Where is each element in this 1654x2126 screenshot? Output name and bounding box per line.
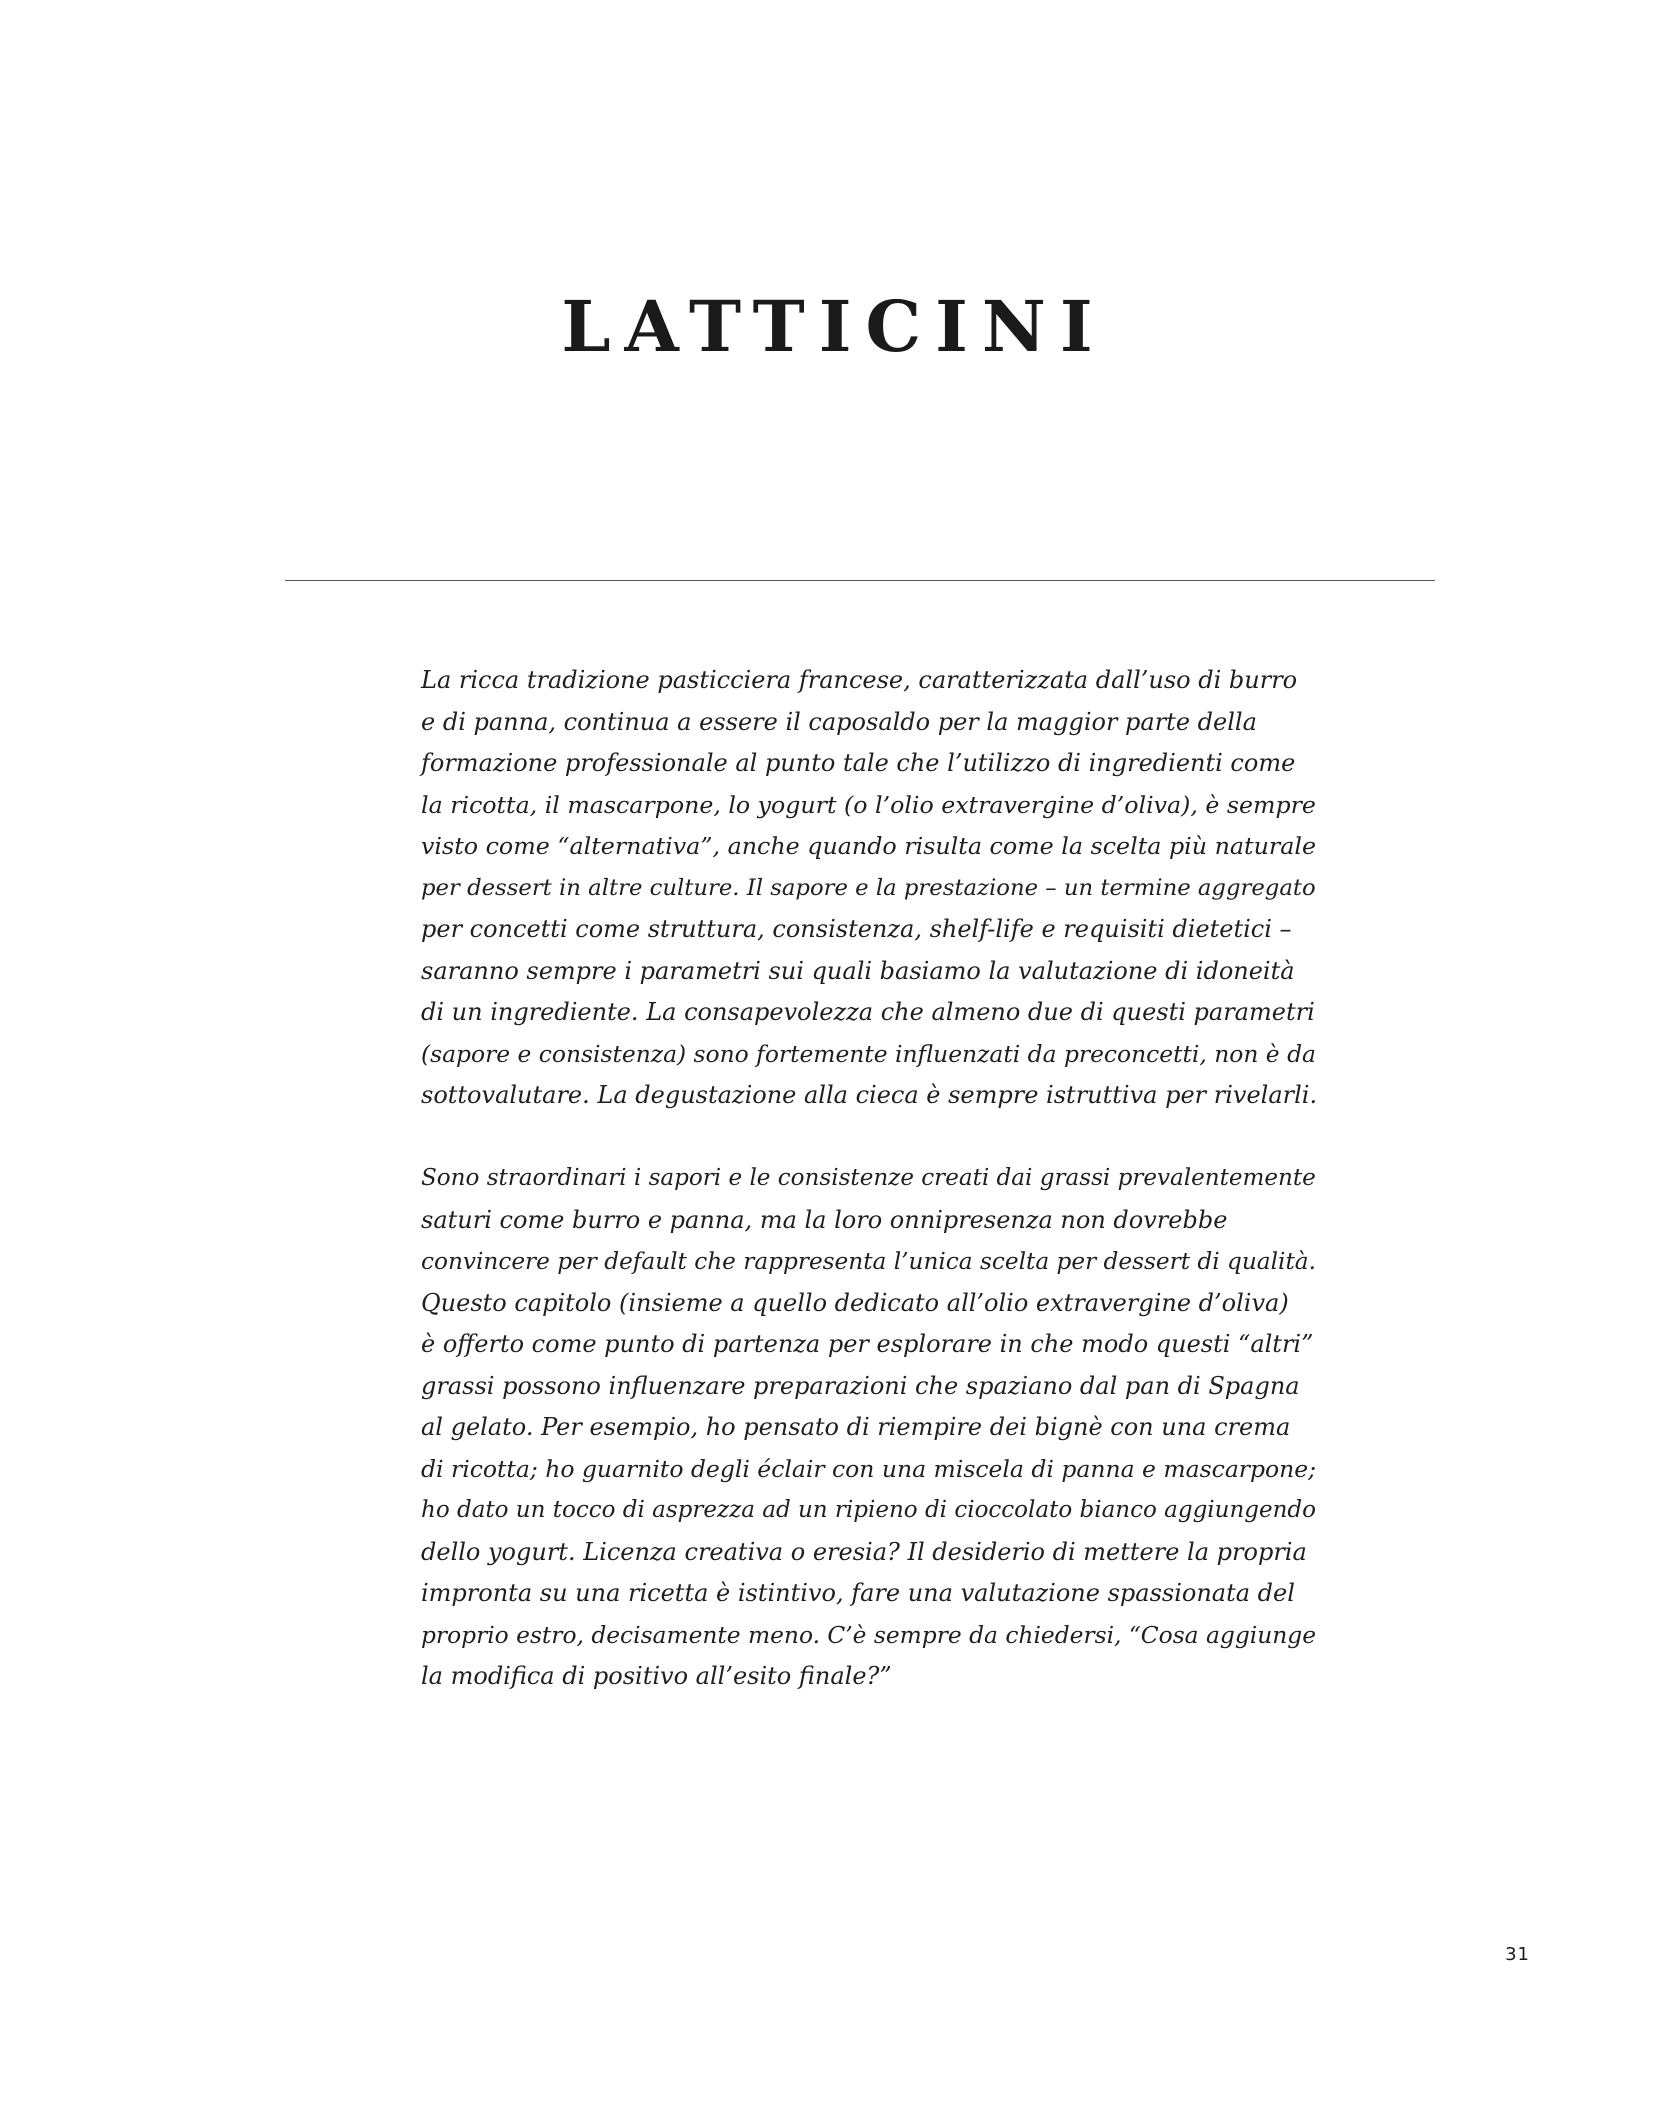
text-line: formazione professionale al punto tale che l’utilizzo di ingredienti come: [421, 749, 1296, 777]
chapter-title: LATTICINI: [561, 285, 1107, 368]
text-line: saranno sempre i parametri sui quali basiamo la valutazione di idoneità: [421, 956, 1295, 985]
text-line: La ricca tradizione pasticciera francese, caratterizzata dall’uso di burro: [421, 666, 1298, 694]
paragraph-second: [421, 1158, 1321, 1698]
text-line: Questo capitolo (insieme a quello dedicato all’olio extravergine d’oliva): [421, 1288, 1289, 1317]
text-line: e di panna, continua a essere il caposaldo per la maggior parte della: [421, 707, 1257, 736]
page-number: 31: [1505, 1944, 1530, 1965]
divider-rule: [285, 580, 1435, 581]
paragraph-intro: [421, 660, 1321, 1117]
text-line: (sapore e consistenza) sono fortemente influenzati da preconcetti, non è da: [421, 1039, 1316, 1068]
text-line: è offerto come punto di partenza per esplorare in che modo questi “altri”: [421, 1330, 1314, 1358]
text-line: impronta su una ricetta è istintivo, fare una valutazione spassionata del: [421, 1579, 1295, 1607]
text-line: la modifica di positivo all’esito finale?”: [421, 1662, 892, 1690]
text-line: per concetti come struttura, consistenza, shelf-life e requisiti dietetici –: [421, 915, 1292, 943]
text-line: sottovalutare. La degustazione alla cieca è sempre istruttiva per rivelarli.: [421, 1081, 1318, 1109]
text-line: al gelato. Per esempio, ho pensato di riempire dei bignè con una crema: [421, 1413, 1291, 1441]
text-line: di ricotta; ho guarnito degli éclair con una miscela di panna e mascarpone;: [421, 1454, 1317, 1483]
text-line: la ricotta, il mascarpone, lo yogurt (o l’olio extravergine d’oliva), è sempre: [421, 790, 1316, 819]
text-line: Sono straordinari i sapori e le consistenze creati dai grassi prevalentemente: [421, 1165, 1316, 1191]
text-line: proprio estro, decisamente meno. C’è sempre da chiedersi, “Cosa aggiunge: [421, 1620, 1317, 1649]
text-line: dello yogurt. Licenza creativa o eresia? Il desiderio di mettere la propria: [421, 1537, 1307, 1566]
text-line: saturi come burro e panna, ma la loro onnipresenza non dovrebbe: [421, 1205, 1228, 1234]
body-text: [421, 660, 1321, 1698]
text-line: per dessert in altre culture. Il sapore e la prestazione – un termine aggregato: [421, 874, 1316, 901]
text-line: visto come “alternativa”, anche quando risulta come la scelta più naturale: [421, 832, 1317, 860]
text-line: di un ingrediente. La consapevolezza che almeno due di questi parametri: [421, 998, 1315, 1026]
text-line: ho dato un tocco di asprezza ad un ripieno di cioccolato bianco aggiungendo: [421, 1497, 1317, 1523]
text-line: convincere per default che rappresenta l’unica scelta per dessert di qualità.: [421, 1248, 1316, 1275]
text-line: grassi possono influenzare preparazioni che spaziano dal pan di Spagna: [421, 1371, 1300, 1400]
